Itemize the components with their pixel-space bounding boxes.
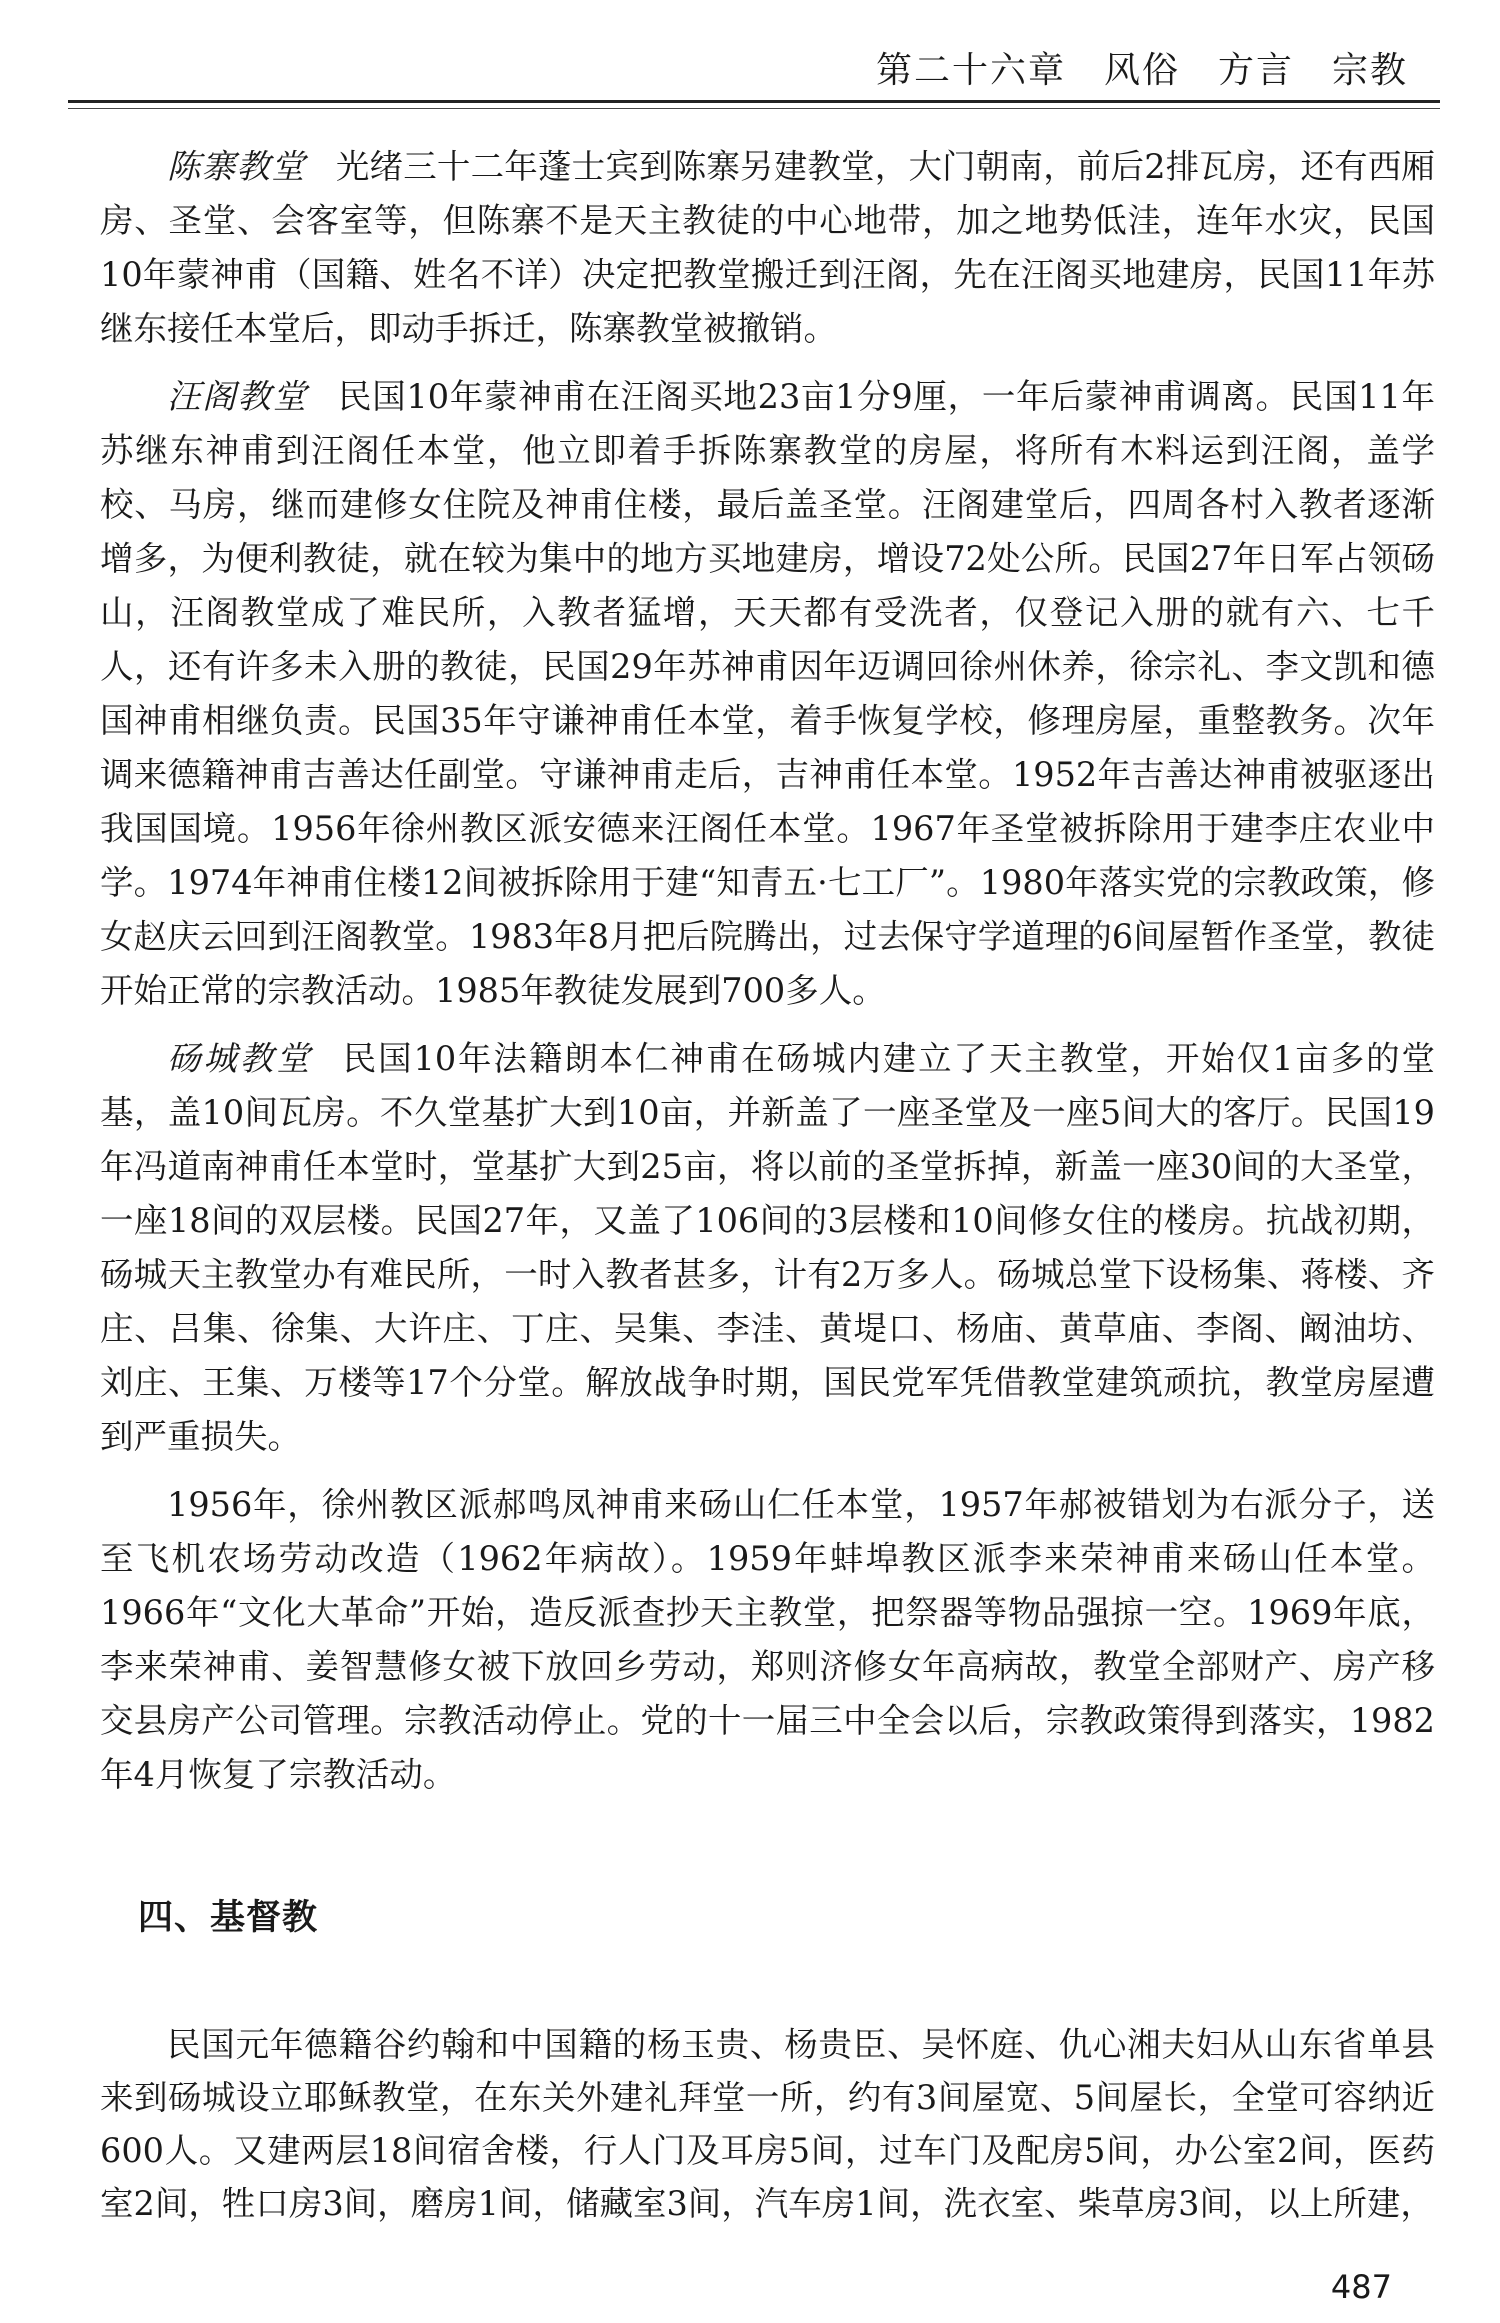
paragraph-text: 1956年，徐州教区派郝鸣凤神甫来砀山仁任本堂，1957年郝被错划为右派分子，送至飞机农场劳动改造（1962年病故）。1959年蚌埠教区派李来荣神甫来砀山任本堂。1966年“文化大革命”开始，造反派查抄天主教堂，把祭器等物品强掠一空。1969年底，李来荣神甫、姜智慧修女被下放回乡劳动，郑则济修女年高病故，教堂全部财产、房产移交县房产公司管理。宗教活动停止。党的十一届三中全会以后，宗教政策得到落实，1982年4月恢复了宗教活动。 — [100, 1485, 1435, 1794]
paragraph-text: 光绪三十二年蓬士宾到陈寨另建教堂，大门朝南，前后2排瓦房，还有西厢房、圣堂、会客室等，但陈寨不是天主教徒的中心地带，加之地势低洼，连年水灾，民国10年蒙神甫（国籍、姓名不详）决定把教堂搬迁到汪阁，先在汪阁买地建房，民国11年苏继东接任本堂后，即动手拆迁，陈寨教堂被撤销。 — [100, 147, 1436, 348]
topic-customs: 风俗 — [1103, 50, 1180, 91]
paragraph-dangcheng-1956 — [100, 1478, 1435, 1802]
paragraph-christianity: 民国元年德籍谷约翰和中国籍的杨玉贵、杨贵臣、吴怀庭、仇心湘夫妇从山东省单县来到砀城设立耶稣教堂，在东关外建礼拜堂一所，约有3间屋宽、5间屋长，全堂可容纳近600人。又建两层18间宿舍楼，行人门及耳房5间，过车门及配房5间，办公室2间，医药室2间，牲口房3间，磨房1间，储藏室3间，汽车房1间，洗衣室、柴草房3间，以上所建， — [100, 2025, 1435, 2223]
main-body-text — [100, 140, 1435, 1802]
topic-dialect: 方言 — [1217, 50, 1294, 91]
paragraph-lead: 汪阁教堂 — [167, 377, 308, 416]
paragraph-text: 民国10年蒙神甫在汪阁买地23亩1分9厘，一年后蒙神甫调离。民国11年苏继东神甫到汪阁任本堂，他立即着手拆陈寨教堂的房屋，将所有木料运到汪阁，盖学校、马房，继而建修女住院及神甫住楼，最后盖圣堂。汪阁建堂后，四周各村入教者逐渐增多，为便利教徒，就在较为集中的地方买地建房，增设72处公所。民国27年日军占领砀山，汪阁教堂成了难民所，入教者猛增，天天都有受洗者，仅登记入册的就有六、七千人，还有许多未入册的教徒，民国29年苏神甫因年迈调回徐州休养，徐宗礼、李文凯和德国神甫相继负责。民国35年守谦神甫任本堂，着手恢复学校，修理房屋，重整教务。次年调来德籍神甫吉善达任副堂。守谦神甫走后，吉神甫任本堂。1952年吉善达神甫被驱逐出我国国境。1956年徐州教区派安德来汪阁任本堂。1967年圣堂被拆除用于建李庄农业中学。1974年神甫住楼12间被拆除用于建“知青五·七工厂”。1980年落实党的宗教政策，修女赵庆云回到汪阁教堂。1983年8月把后院腾出，过去保守学道理的6间屋暂作圣堂，教徒开始正常的宗教活动。1985年教徒发展到700多人。 — [100, 377, 1435, 1010]
paragraph-chenzhai-church — [100, 140, 1435, 356]
topic-religion: 宗教 — [1331, 50, 1408, 91]
paragraph-lead: 陈寨教堂 — [167, 147, 306, 186]
paragraph-text: 民国10年法籍朗本仁神甫在砀城内建立了天主教堂，开始仅1亩多的堂基，盖10间瓦房。不久堂基扩大到10亩，并新盖了一座圣堂及一座5间大的客厅。民国19年冯道南神甫任本堂时，堂基扩大到25亩，将以前的圣堂拆掉，新盖一座30间的大圣堂，一座18间的双层楼。民国27年，又盖了106间的3层楼和10间修女住的楼房。抗战初期，砀城天主教堂办有难民所，一时入教者甚多，计有2万多人。砀城总堂下设杨集、蒋楼、齐庄、吕集、徐集、大许庄、丁庄、吴集、李洼、黄堤口、杨庙、黄草庙、李阁、阚油坊、刘庄、王集、万楼等17个分堂。解放战争时期，国民党军凭借教堂建筑顽抗，教堂房屋遭到严重损失。 — [100, 1039, 1435, 1456]
chapter-number: 第二十六章 — [875, 50, 1066, 91]
header-rule-thin — [68, 108, 1440, 109]
section-heading-christianity: 四、基督教 — [138, 1898, 319, 1938]
section-body-text — [100, 2018, 1435, 2230]
running-head — [838, 42, 1408, 93]
page-number: 487 — [1330, 2268, 1392, 2306]
paragraph-lead: 砀城教堂 — [167, 1039, 313, 1078]
header-rule-thick — [68, 100, 1440, 103]
paragraph-wangge-church — [100, 370, 1435, 1018]
paragraph-dangcheng-church — [100, 1032, 1435, 1464]
